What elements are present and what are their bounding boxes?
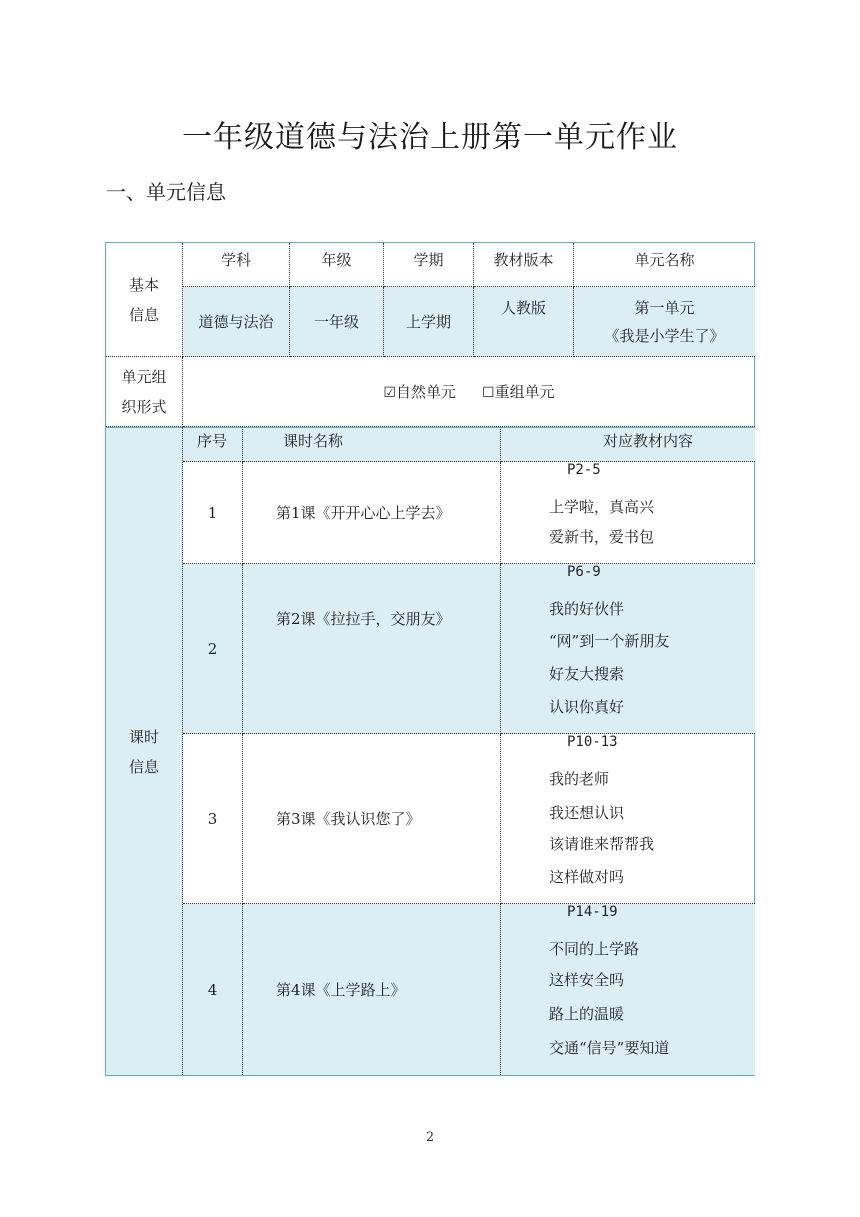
content-item: 好友大搜索 [549, 665, 625, 683]
page-number: 2 [425, 1130, 435, 1145]
lesson-4-name: 第4课《上学路上》 [243, 904, 501, 1075]
value-unit-name: 第一单元 《我是小学生了》 [574, 287, 755, 357]
unit-info-table [105, 242, 755, 1076]
header-textbook-edition: 教材版本 [474, 243, 574, 287]
content-item: 我的好伙伴 [549, 600, 625, 618]
lesson-4-content [501, 904, 755, 1075]
header-textbook-content: 对应教材内容 [501, 427, 755, 462]
header-lesson-name: 课时名称 [243, 427, 501, 462]
content-item: 我还想认识 [549, 804, 625, 822]
label-line: 织形式 [121, 397, 167, 416]
natural-unit-option[interactable]: ☑自然单元 [383, 383, 456, 401]
lesson-1-number: 1 [183, 462, 243, 564]
organization-label [106, 357, 183, 427]
lesson-4-number: 4 [183, 904, 243, 1075]
content-item: 上学啦，真高兴 [549, 498, 655, 516]
basic-info-label [106, 243, 183, 357]
content-item: 该请谁来帮帮我 [549, 835, 655, 853]
content-item: 认识你真好 [549, 698, 625, 716]
value-subject: 道德与法治 [183, 287, 290, 357]
lesson-2-name: 第2课《拉拉手，交朋友》 [243, 564, 501, 734]
lesson-3-name: 第3课《我认识您了》 [243, 734, 501, 904]
lesson-3-number: 3 [183, 734, 243, 904]
lesson-3-content [501, 734, 755, 904]
content-item: “网”到一个新朋友 [549, 632, 670, 650]
value-grade: 一年级 [290, 287, 384, 357]
content-item: 这样安全吗 [549, 971, 625, 989]
label-line: 课时 [128, 727, 159, 746]
label-line: 信息 [128, 305, 159, 324]
content-item: 爱新书，爱书包 [549, 528, 655, 546]
page-title: 一年级道德与法治上册第一单元作业 [182, 120, 678, 155]
header-unit-name: 单元名称 [574, 243, 755, 287]
page-range: P6-9 [567, 564, 601, 580]
lesson-2-content [501, 564, 755, 734]
lesson-1-name: 第1课《开开心心上学去》 [243, 462, 501, 564]
unchecked-box-icon: ☐ [482, 385, 495, 401]
lesson-1-content [501, 462, 755, 564]
header-subject: 学科 [183, 243, 290, 287]
content-item: 不同的上学路 [549, 940, 640, 958]
checked-box-icon: ☑ [383, 385, 396, 401]
section-heading: 一、单元信息 [106, 180, 226, 204]
content-item: 我的老师 [549, 770, 610, 788]
header-lesson-number: 序号 [183, 427, 243, 462]
page-range: P2-5 [567, 462, 601, 478]
value-semester: 上学期 [384, 287, 474, 357]
content-item: 交通“信号”要知道 [549, 1039, 670, 1057]
lesson-info-label [106, 427, 183, 1075]
header-semester: 学期 [384, 243, 474, 287]
organization-options [183, 357, 755, 427]
page-range: P14-19 [567, 904, 618, 920]
header-grade: 年级 [290, 243, 384, 287]
label-line: 基本 [128, 275, 159, 294]
label-line: 信息 [128, 757, 159, 776]
page-range: P10-13 [567, 734, 618, 750]
label-line: 单元组 [121, 367, 167, 386]
lesson-2-number: 2 [183, 564, 243, 734]
regrouped-unit-option[interactable]: ☐重组单元 [482, 383, 555, 401]
content-item: 这样做对吗 [549, 868, 625, 886]
content-item: 路上的温暖 [549, 1005, 625, 1023]
value-textbook-edition: 人教版 [474, 287, 574, 357]
